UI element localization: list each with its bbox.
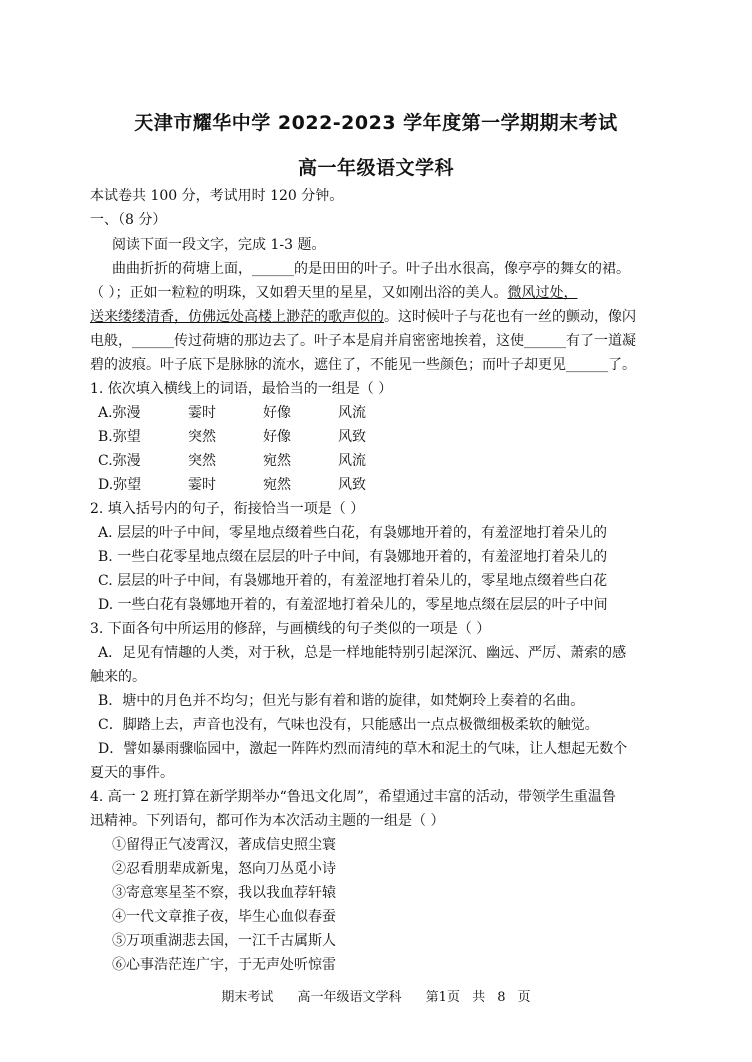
passage-text: 。这时候叶子与花也有一丝的颤动，像闪 (384, 309, 636, 325)
question-4-item: ③寄意寒星荃不察，我以我血荐轩辕 (112, 885, 336, 901)
option-cell: 风致 (338, 429, 366, 445)
question-3-option: 夏天的事件。 (90, 765, 174, 781)
passage-line (90, 308, 636, 326)
option-cell: 风致 (338, 477, 366, 493)
option-cell: 霎时 (188, 477, 216, 493)
passage-text: （ ）；正如一粒粒的明珠，又如碧天里的星星，又如刚出浴的美人。 (90, 285, 508, 301)
underlined-sentence: 送来缕缕清香，仿佛远处高楼上渺茫的歌声似的 (90, 309, 384, 325)
question-4-stem: 迅精神。下列语句，都可作为本次活动主题的一组是（ ） (90, 813, 445, 829)
option-cell: 宛然 (263, 477, 291, 493)
question-2-option: B. 一些白花零星地点缀在层层的叶子中间，有袅娜地开着的，有羞涩地打着朵儿的 (98, 549, 608, 565)
section-instruction: 阅读下面一段文字，完成 1-3 题。 (112, 237, 326, 253)
page-title: 天津市耀华中学 2022-2023 学年度第一学期期末考试 (134, 112, 618, 134)
passage-line: 电般，______传过荷塘的那边去了。叶子本是肩并肩密密地挨着，这使______有了一道凝 (90, 333, 636, 349)
question-2-stem: 2. 填入括号内的句子，衔接恰当一项是（ ） (90, 501, 365, 517)
question-1-option (98, 404, 413, 422)
option-cell: 突然 (188, 429, 216, 445)
question-3-option: A．足见有情趣的人类，对于秋，总是一样地能特别引起深沉、幽远、严厉、萧索的感 (98, 645, 627, 661)
option-cell: 风流 (338, 405, 366, 421)
option-cell: 霎时 (188, 405, 216, 421)
option-cell: 好像 (263, 429, 291, 445)
section-heading: 一、（8 分） (90, 212, 167, 228)
question-4-item: ⑤万项重湖悲去国，一江千古属斯人 (112, 933, 336, 949)
question-3-stem: 3. 下面各句中所运用的修辞，与画横线的句子类似的一项是（ ） (90, 621, 491, 637)
footer-page-number: 第1页 共 8 页 (425, 990, 531, 1005)
page-footer (0, 986, 752, 1005)
question-3-option: 触来的。 (90, 669, 146, 685)
passage-line (90, 284, 577, 302)
footer-subject: 高一年级语文学科 (297, 990, 402, 1005)
question-2-option: D. 一些白花有袅娜地开着的，有羞涩地打着朵儿的，零星地点缀在层层的叶子中间 (98, 597, 608, 613)
option-cell: A.弥漫 (98, 405, 141, 421)
option-cell: D.弥望 (98, 477, 142, 493)
question-1-stem: 1. 依次填入横线上的词语，最恰当的一组是（ ） (90, 381, 393, 397)
option-cell: B.弥望 (98, 429, 141, 445)
question-1-option (98, 476, 413, 494)
question-3-option: B．塘中的月色并不均匀；但光与影有着和谐的旋律，如梵婀玲上奏着的名曲。 (98, 693, 585, 709)
question-4-item: ①留得正气凌霄汉，著成信史照尘寰 (112, 837, 336, 853)
question-3-option: C．脚踏上去，声音也没有，气味也没有，只能感出一点点极微细极柔软的触觉。 (98, 717, 599, 733)
question-1-option (98, 428, 413, 446)
question-2-option: C. 层层的叶子中间，有袅娜地开着的，有羞涩地打着朵儿的，零星地点缀着些白花 (98, 573, 608, 589)
option-cell: 好像 (263, 405, 291, 421)
option-cell: 风流 (338, 453, 366, 469)
question-1-option (98, 452, 413, 470)
question-3-option: D．譬如暴雨骤临园中，激起一阵阵灼烈而清纯的草木和泥土的气味，让人想起无数个 (98, 741, 628, 757)
passage-line: 曲曲折折的荷塘上面，______的是田田的叶子。叶子出水很高，像亭亭的舞女的裙。 (112, 261, 630, 277)
underlined-sentence: 微风过处， (507, 285, 578, 301)
option-cell: 宛然 (263, 453, 291, 469)
question-4-item: ④一代文章推子夜，毕生心血似春蚕 (112, 909, 336, 925)
question-4-item: ②忍看朋辈成新鬼，怒向刀丛觅小诗 (112, 861, 336, 877)
question-4-item: ⑥心事浩茫连广宇，于无声处听惊雷 (112, 957, 336, 973)
footer-exam: 期末考试 (221, 990, 274, 1005)
page-subtitle: 高一年级语文学科 (297, 157, 454, 179)
exam-intro: 本试卷共 100 分，考试用时 120 分钟。 (90, 188, 344, 204)
option-cell: C.弥漫 (98, 453, 141, 469)
passage-line: 碧的波痕。叶子底下是脉脉的流水，遮住了，不能见一些颜色；而叶子却更见______了。 (90, 357, 636, 373)
question-4-stem: 4. 高一 2 班打算在新学期举办“鲁迅文化周”，希望通过丰富的活动，带领学生重温鲁 (90, 789, 616, 805)
option-cell: 突然 (188, 453, 216, 469)
question-2-option: A. 层层的叶子中间，零星地点缀着些白花，有袅娜地开着的，有羞涩地打着朵儿的 (98, 525, 608, 541)
